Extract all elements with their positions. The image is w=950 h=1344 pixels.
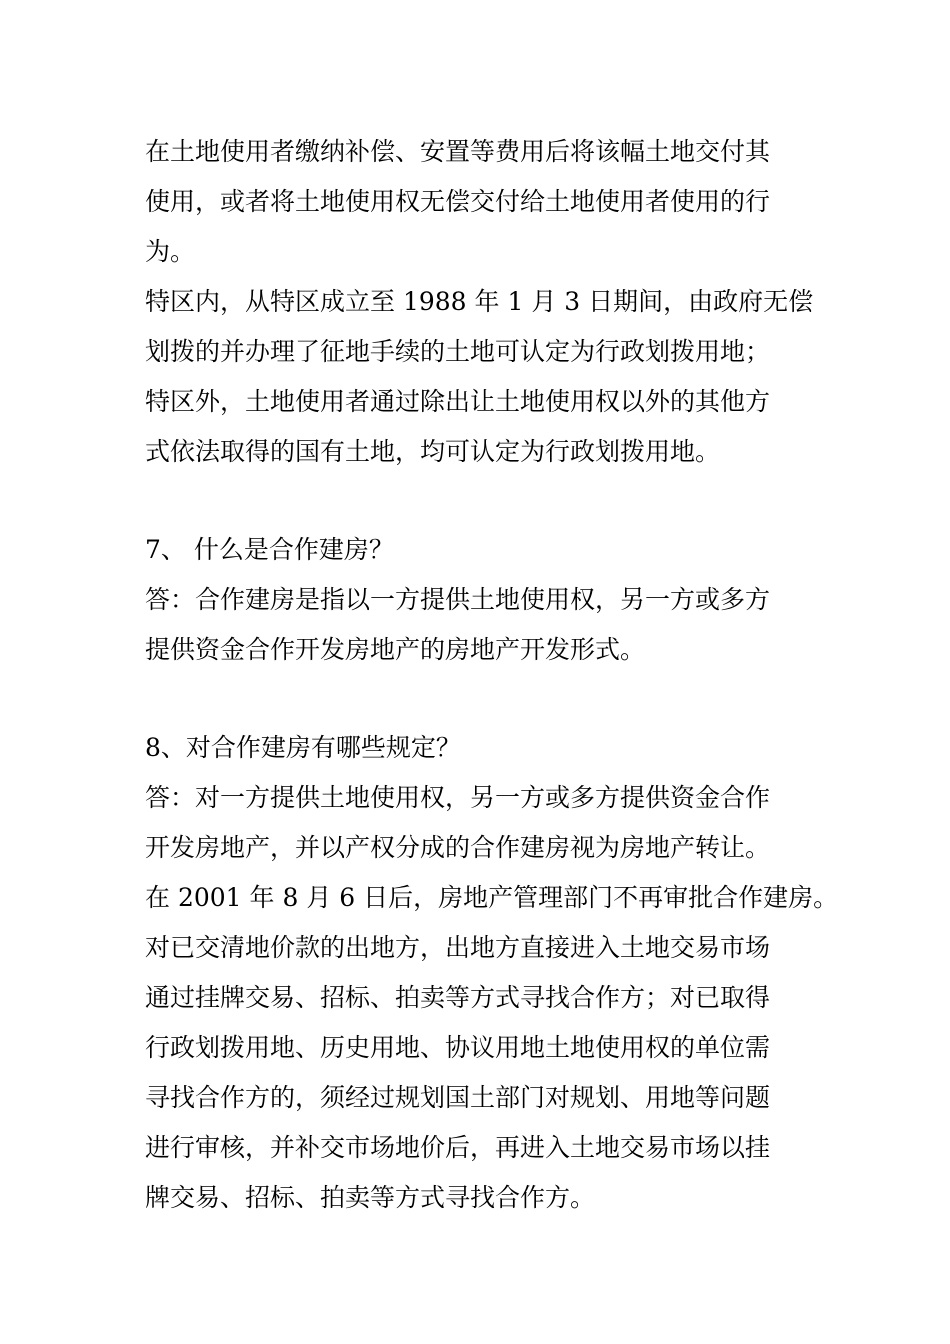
question-heading: 8、对合作建房有哪些规定？ bbox=[145, 733, 461, 762]
answer-line: 行政划拨用地、历史用地、协议用地土地使用权的单位需 bbox=[145, 1033, 771, 1062]
answer-line: 在 2001 年 8 月 6 日后，房地产管理部门不再审批合作建房。 bbox=[145, 883, 839, 912]
text-line: 划拨的并办理了征地手续的土地可认定为行政划拨用地； bbox=[145, 337, 771, 366]
answer-line: 开发房地产，并以产权分成的合作建房视为房地产转让。 bbox=[145, 833, 771, 862]
text-line: 使用，或者将土地使用权无偿交付给土地使用者使用的行 bbox=[145, 187, 771, 216]
text-line: 为。 bbox=[145, 237, 196, 266]
answer-line: 答：对一方提供土地使用权，另一方或多方提供资金合作 bbox=[145, 783, 771, 812]
text-line: 式依法取得的国有土地，均可认定为行政划拨用地。 bbox=[145, 437, 721, 466]
text-line: 特区内，从特区成立至 1988 年 1 月 3 日期间，由政府无偿 bbox=[145, 287, 814, 316]
answer-line: 通过挂牌交易、招标、拍卖等方式寻找合作方；对已取得 bbox=[145, 983, 771, 1012]
answer-line: 牌交易、招标、拍卖等方式寻找合作方。 bbox=[145, 1183, 596, 1212]
answer-line: 进行审核，并补交市场地价后，再进入土地交易市场以挂 bbox=[145, 1133, 771, 1162]
text-line: 在土地使用者缴纳补偿、安置等费用后将该幅土地交付其 bbox=[145, 137, 771, 166]
text-line: 特区外，土地使用者通过除出让土地使用权以外的其他方 bbox=[145, 387, 771, 416]
question-heading: 7、 什么是合作建房？ bbox=[145, 535, 394, 564]
answer-line: 答：合作建房是指以一方提供土地使用权，另一方或多方 bbox=[145, 585, 771, 614]
answer-line: 对已交清地价款的出地方，出地方直接进入土地交易市场 bbox=[145, 933, 771, 962]
answer-line: 寻找合作方的，须经过规划国土部门对规划、用地等问题 bbox=[145, 1083, 771, 1112]
answer-line: 提供资金合作开发房地产的房地产开发形式。 bbox=[145, 635, 646, 664]
